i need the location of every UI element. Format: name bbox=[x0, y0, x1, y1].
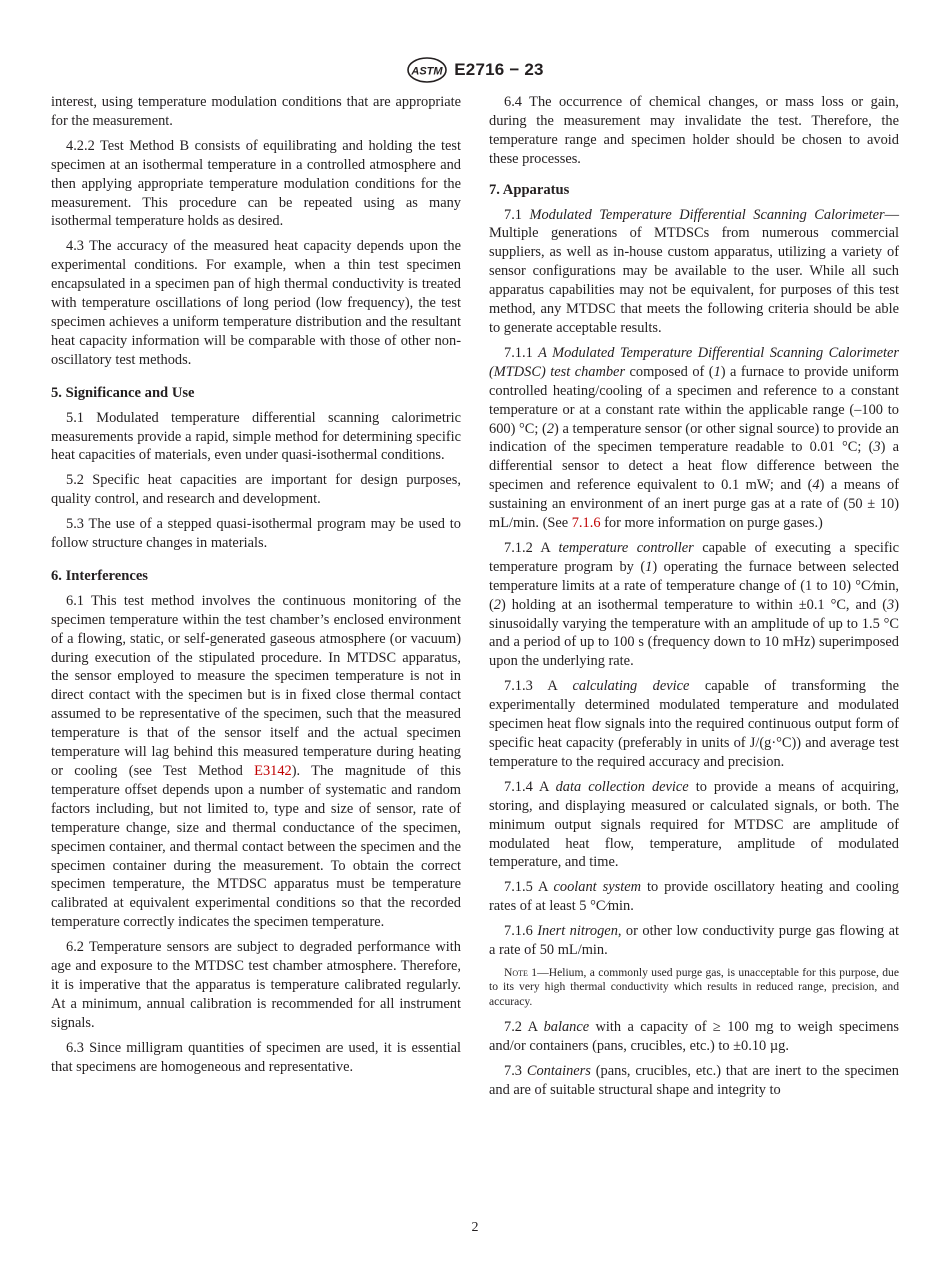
paragraph-7-3: 7.3 Containers (pans, crucibles, etc.) that are inert to the specimen and are of suitable structural shape and integrity to bbox=[489, 1063, 900, 1098]
paragraph-6-2: 6.2 Temperature sensors are subject to degraded performance with age and exposure to the MTDSC test chamber atmosphere. Therefore, it is imperative that the apparatus is temperature calibrated regularly. At a minimum, annual calibration is recommended for all instrument signals. bbox=[51, 939, 461, 1031]
paragraph-7-1-5: 7.1.5 A coolant system to provide oscillatory heating and cooling rates of at least 5 °C⁄min. bbox=[489, 879, 899, 915]
paragraph-5-1: 5.1 Modulated temperature differential scanning calorimetric measurements provide a rapid, simple method for determining specific heat capacities of materials, even under quasi-isothermal conditions. bbox=[51, 409, 461, 464]
paragraph-5-3: 5.3 The use of a stepped quasi-isothermal program may be used to follow structure changes in materials. bbox=[51, 516, 461, 552]
left-column bbox=[51, 93, 461, 1083]
paragraph-6-4: 6.4 The occurrence of chemical changes, or mass loss or gain, during the measurement may invalidate the test. Therefore, the temperature range and specimen holder should be chosen to avoid these processes. bbox=[489, 94, 899, 167]
astm-logo-letters: ASTM bbox=[411, 65, 443, 78]
link-7-1-6[interactable]: 7.1.6 bbox=[571, 515, 601, 532]
paragraph-4-3: 4.3 The accuracy of the measured heat capacity depends upon the experimental conditions. For example, when a thin test specimen encapsulated in a specimen pan of high thermal conductivity is treated with temperature oscillations of long period (low frequency), the test specimen achieves a uniform temperature distribution and the resultant heat capacity information will be comparable with those of other non-oscillatory test methods. bbox=[51, 238, 461, 368]
section-heading-5: 5. Significance and Use bbox=[51, 384, 195, 401]
paragraph-7-1-4: 7.1.4 A data collection device to provide a means of acquiring, storing, and displaying measured or calculated signals, or both. The minimum output signals required for MTDSC are amplitude of modulated heat flow, temperature, amplitude of modulated temperature, and time. bbox=[489, 778, 899, 871]
paragraph-6-1: 6.1 This test method involves the continuous monitoring of the specimen temperature within the test chamber’s enclosed environment of a flowing, static, or self-generated gaseous atmosphere (or vacuum) during execution of the stipulated procedure. In MTDSC apparatus, the sensor employed to measure the specimen temperature is not in direct contact with the specimen but is in fixed close thermal contact assumed to be representative of the specimen, such that the measured temperature is that of the sensor itself and the actual specimen temperature will lag behind this measured temperature during heating or cooling (see Test Method E3142). The magnitude of this temperature offset depends upon a number of systematic and random factors including, but not limited to, type and size of sensor, rate of temperature change, size and thermal conductance of the specimen, specimen container, and thermal contact between the specimen and the specimen container during the measurement. To obtain the correct specimen temperature, the MTDSC apparatus must be temperature calibrated at equivalent experimental conditions so that the recorded temperature correctly indicates the specimen temperature. bbox=[51, 592, 461, 931]
section-heading-6: 6. Interferences bbox=[51, 567, 148, 584]
page-number: 2 bbox=[471, 1220, 479, 1235]
section-heading-7: 7. Apparatus bbox=[489, 181, 570, 198]
page-header bbox=[0, 56, 950, 84]
standard-designation: E2716 − 23 bbox=[454, 60, 544, 79]
right-column bbox=[489, 93, 899, 1106]
paragraph-5-2: 5.2 Specific heat capacities are important for design purposes, quality control, and research and development. bbox=[51, 472, 461, 508]
astm-logo-icon bbox=[406, 57, 448, 83]
paragraph-7-1-6: 7.1.6 Inert nitrogen, or other low conductivity purge gas flowing at a rate of 50 mL/min. bbox=[489, 923, 899, 959]
paragraph-7-1-1: 7.1.1 A Modulated Temperature Differential Scanning Calorimeter (MTDSC) test chamber composed of (1) a furnace to provide uniform controlled heating/cooling of a specimen and reference to a constant temperature or at a constant rate within the applicable range (–100 to 600) °C; (2) a temperature sensor (or other signal source) to provide an indication of the specimen temperature readable to 0.01 °C; (3) a differential sensor to detect a heat flow difference between the specimen and reference equivalent to 0.1 mW; and (4) a means of sustaining an environment of an inert purge gas at a rate of (50 ± 10) mL/min. (See 7.1.6 for more information on purge gases.) bbox=[489, 344, 899, 532]
paragraph-6-3: 6.3 Since milligram quantities of specimen are used, it is essential that specimens are homogeneous and representative. bbox=[51, 1039, 461, 1075]
paragraph-7-1: 7.1 Modulated Temperature Differential Scanning Calorimeter—Multiple generations of MTDSCs from numerous commercial suppliers, as well as in-house custom apparatus, utilizing a variety of sensor configurations may be available to the user. While all such apparatus capabilities may not be equivalent, for purposes of this test method, any MTDSC that meets the following criteria should be able to generate acceptable results. bbox=[489, 206, 900, 336]
paragraph-4-2-2: 4.2.2 Test Method B consists of equilibrating and holding the test specimen at an isothermal temperature in a controlled atmosphere and then applying appropriate temperature modulation conditions for the measurement. This procedure can be repeated using as many isothermal temperature holds as desired. bbox=[51, 137, 461, 230]
link-e3142[interactable]: E3142 bbox=[254, 763, 292, 779]
note-1: Note 1—Helium, a commonly used purge gas, is unacceptable for this purpose, due to its very high thermal conductivity which results in reduced range, precision, and accuracy. bbox=[489, 965, 899, 1008]
paragraph-7-1-2: 7.1.2 A temperature controller capable of executing a specific temperature program by (1) operating the furnace between selected temperature limits at a rate of temperature change of (1 to 10) °C⁄min, (2) holding at an isothermal temperature to within ±0.1 °C, and (3) sinusoidally varying the temperature with an amplitude of up to 1.5 °C and a period of up to 100 s (frequency down to 10 mHz) superimposed upon the underlying rate. bbox=[489, 539, 899, 670]
paragraph-4-2-1-continued: interest, using temperature modulation conditions that are appropriate for the measurement. bbox=[51, 94, 461, 129]
paragraph-7-1-3: 7.1.3 A calculating device capable of transforming the experimentally determined modulated temperature and modulated specimen heat flow signals into the required continuous output form of specific heat capacity (preferably in units of J/(g·°C)) and average test temperature to the required accuracy and precision. bbox=[489, 678, 900, 770]
paragraph-7-2: 7.2 A balance with a capacity of ≥ 100 mg to weigh specimens and/or containers (pans, crucibles, etc.) to ±0.10 µg. bbox=[489, 1019, 899, 1055]
